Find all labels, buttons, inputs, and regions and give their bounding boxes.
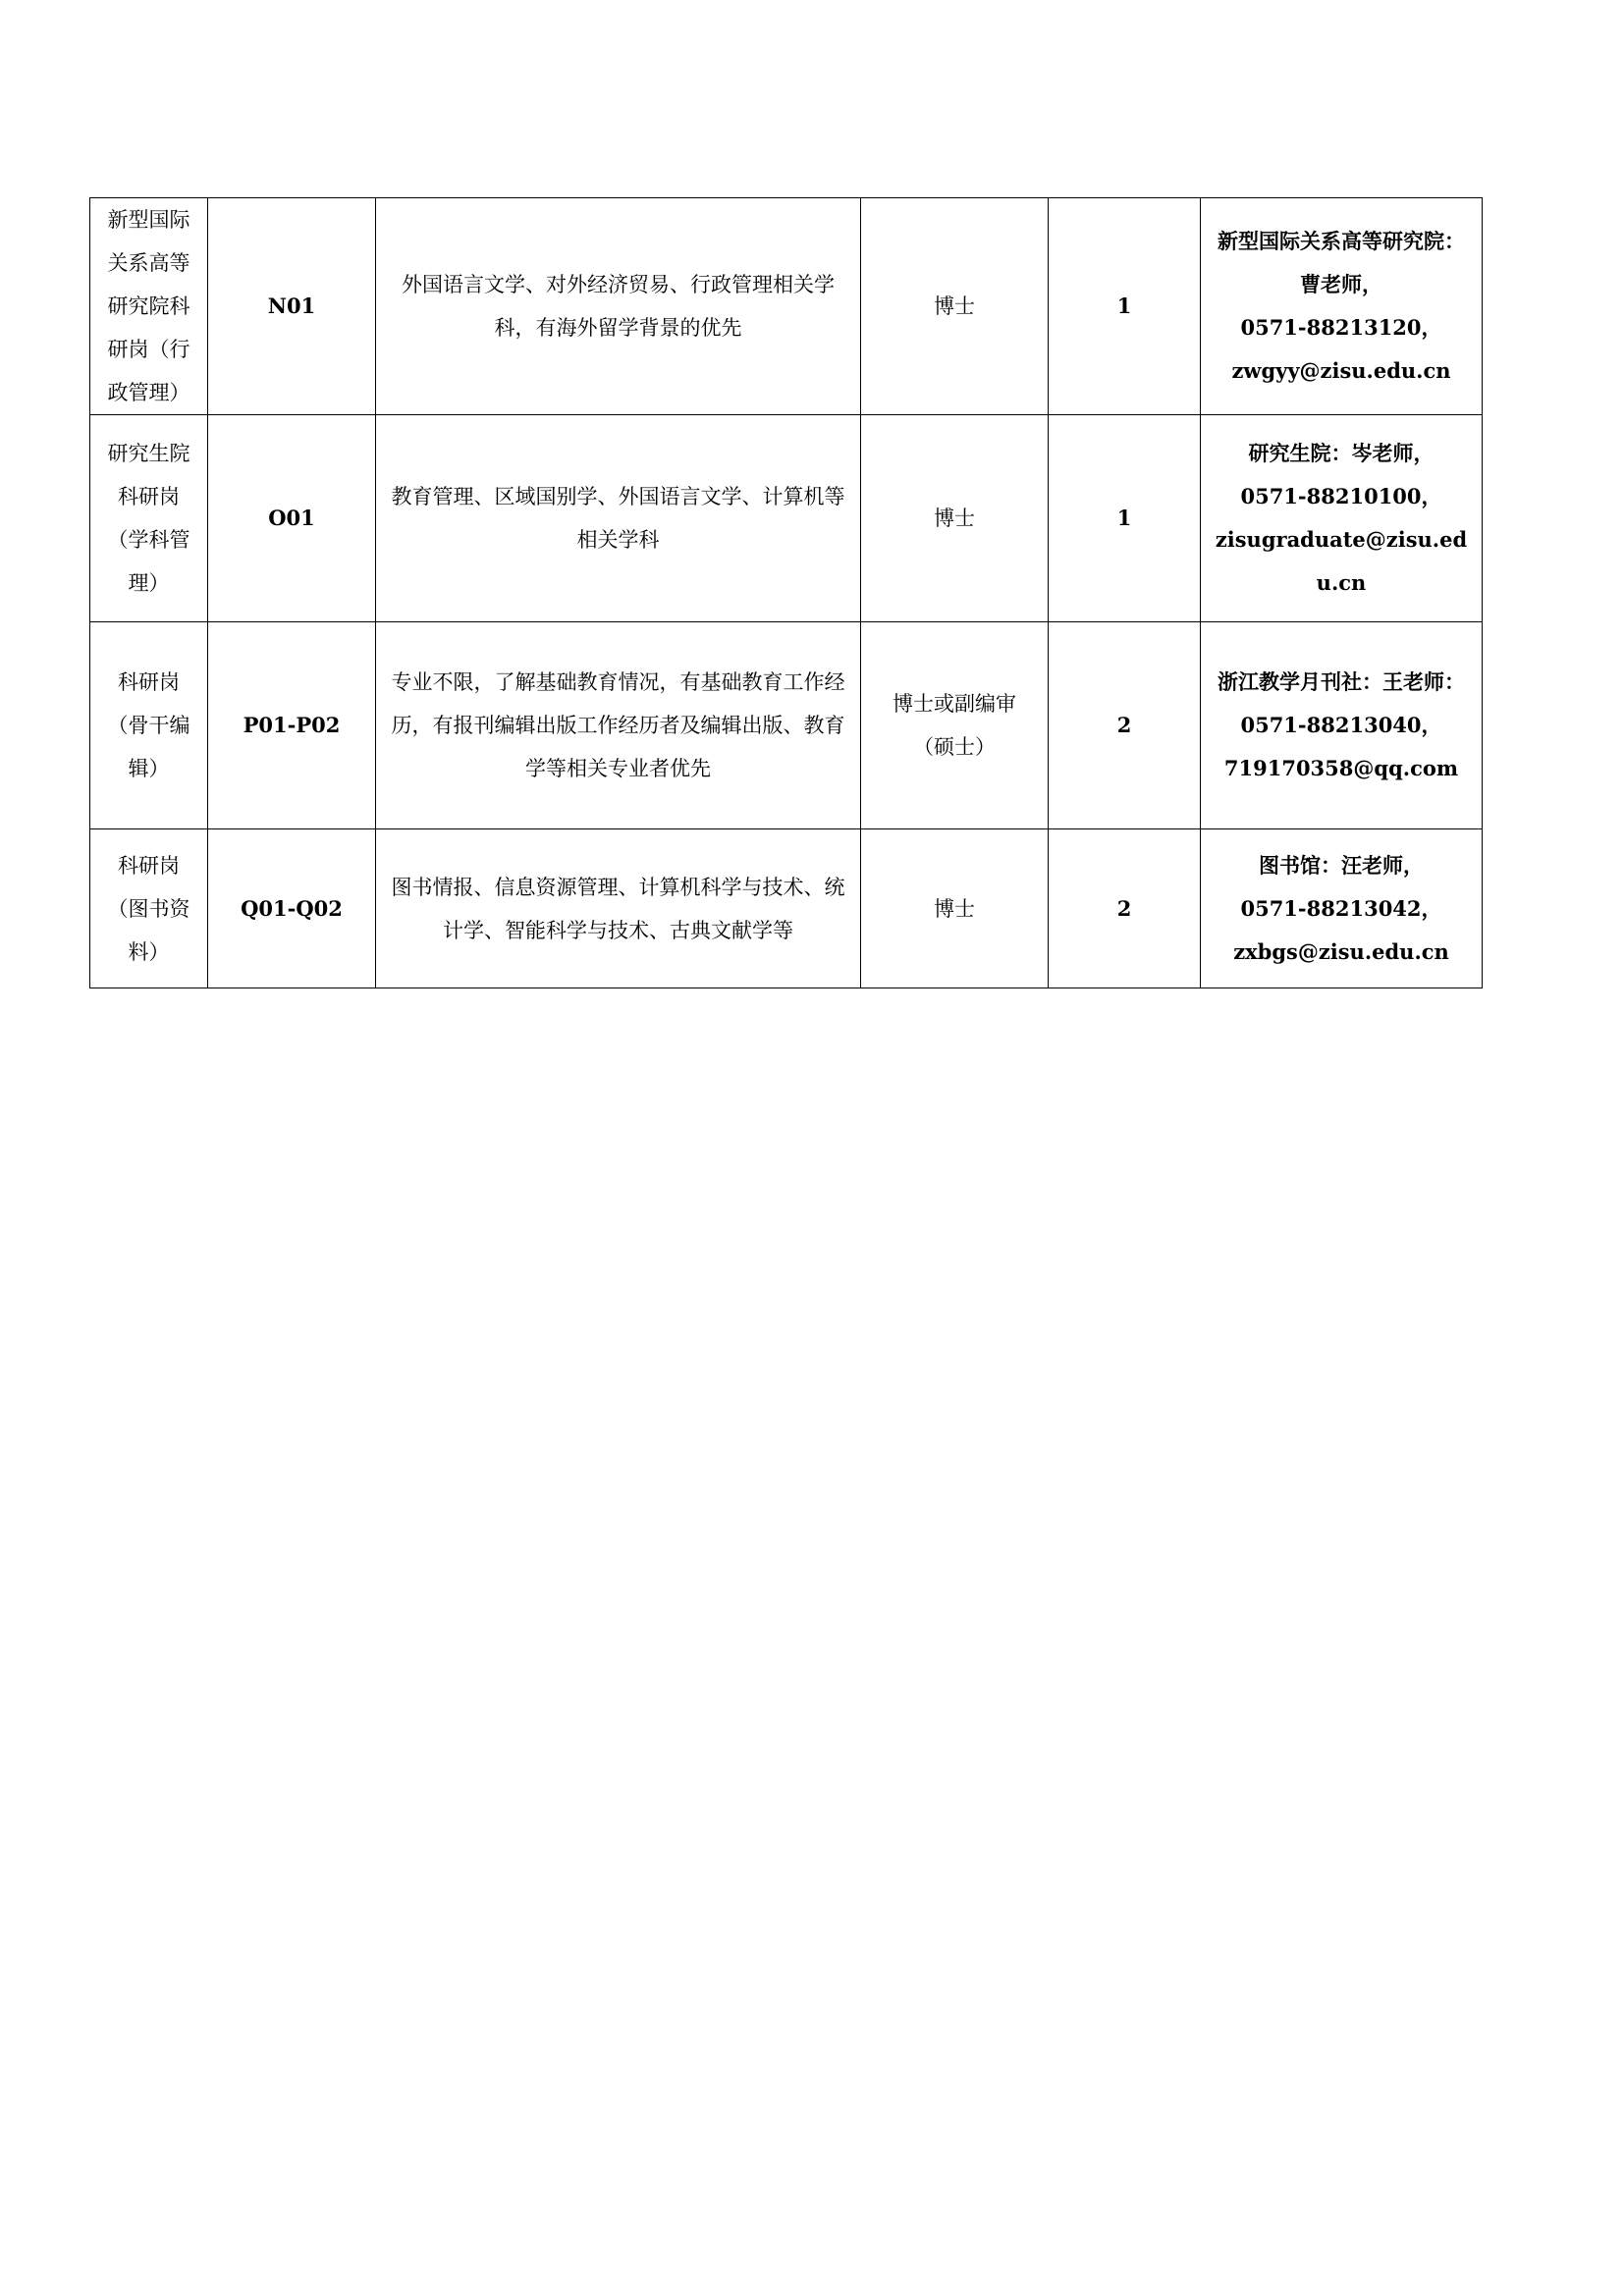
recruitment-table <box>89 197 1483 988</box>
position-cell: 科研岗（图书资料） <box>90 829 208 988</box>
contact-cell <box>1201 829 1483 988</box>
contact-phone: 0571-88210100， <box>1240 484 1442 508</box>
contact-cell <box>1201 622 1483 829</box>
table-row <box>90 829 1483 988</box>
requirement-cell: 专业不限，了解基础教育情况，有基础教育工作经历，有报刊编辑出版工作经历者及编辑出版、教育学等相关专业者优先 <box>376 622 861 829</box>
requirement-cell: 图书情报、信息资源管理、计算机科学与技术、统计学、智能科学与技术、古典文献学等 <box>376 829 861 988</box>
contact-phone: 0571-88213120， <box>1240 315 1442 340</box>
contact-email: zwgyy@zisu.edu.cn <box>1231 358 1451 383</box>
table-row <box>90 415 1483 622</box>
contact-phone: 0571-88213042， <box>1240 895 1442 921</box>
headcount-cell: 1 <box>1049 198 1201 415</box>
contact-cell <box>1201 415 1483 622</box>
requirement-cell: 外国语言文学、对外经济贸易、行政管理相关学科，有海外留学背景的优先 <box>376 198 861 415</box>
position-code-cell: P01-P02 <box>208 622 376 829</box>
contact-phone: 0571-88213040， <box>1240 713 1442 737</box>
position-cell: 研究生院科研岗（学科管理） <box>90 415 208 622</box>
headcount-cell: 2 <box>1049 829 1201 988</box>
contact-cell <box>1201 198 1483 415</box>
headcount-cell: 1 <box>1049 415 1201 622</box>
requirement-cell: 教育管理、区域国别学、外国语言文学、计算机等相关学科 <box>376 415 861 622</box>
contact-unit: 浙江教学月刊社：王老师： <box>1218 669 1465 694</box>
position-code-cell: N01 <box>208 198 376 415</box>
degree-cell: 博士 <box>861 829 1049 988</box>
table-row <box>90 622 1483 829</box>
contact-unit: 新型国际关系高等研究院：曹老师， <box>1218 229 1465 296</box>
contact-unit: 图书馆：汪老师， <box>1259 852 1424 878</box>
headcount-cell: 2 <box>1049 622 1201 829</box>
contact-email: 719170358@qq.com <box>1223 756 1459 780</box>
contact-unit: 研究生院：岑老师， <box>1248 441 1435 465</box>
contact-email: zxbgs@zisu.edu.cn <box>1233 938 1449 964</box>
position-code-cell: Q01-Q02 <box>208 829 376 988</box>
degree-cell: 博士或副编审（硕士） <box>861 622 1049 829</box>
degree-cell: 博士 <box>861 415 1049 622</box>
degree-cell: 博士 <box>861 198 1049 415</box>
position-code-cell: O01 <box>208 415 376 622</box>
position-cell: 科研岗（骨干编辑） <box>90 622 208 829</box>
position-cell: 新型国际关系高等研究院科研岗（行政管理） <box>90 198 208 415</box>
table-row <box>90 198 1483 415</box>
contact-email: zisugraduate@zisu.edu.cn <box>1215 527 1468 595</box>
